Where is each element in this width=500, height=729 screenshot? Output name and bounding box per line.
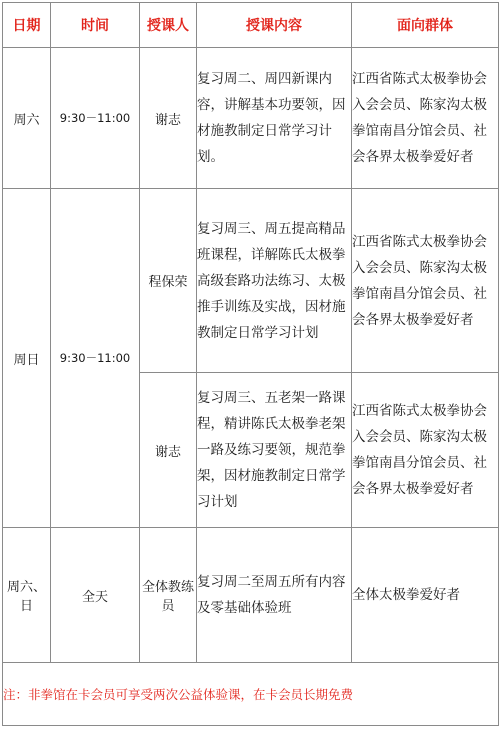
content-cell: 复习周三、周五提高精品班课程，详解陈氏太极拳高级套路功法练习、太极推手训练及实战，因材施教制定日常学习计划	[197, 189, 352, 373]
teacher-cell: 谢志	[140, 373, 197, 528]
content-cell: 复习周三、五老架一路课程，精讲陈氏太极拳老架一路及练习要领，规范拳架，因材施教制定日常学习计划	[197, 373, 352, 528]
time-cell: 全天	[51, 528, 140, 663]
table-row	[3, 528, 499, 663]
content-cell: 复习周二至周五所有内容及零基础体验班	[197, 528, 352, 663]
teacher-cell: 程保荣	[140, 189, 197, 373]
header-teacher: 授课人	[140, 3, 197, 48]
time-cell: 9:30－11:00	[51, 48, 140, 189]
day-cell: 周六、日	[3, 528, 51, 663]
content-cell: 复习周二、周四新课内容，讲解基本功要领，因材施教制定日常学习计划。	[197, 48, 352, 189]
audience-cell: 江西省陈式太极拳协会入会会员、陈家沟太极拳馆南昌分馆会员、社会各界太极拳爱好者	[352, 48, 499, 189]
schedule-wrapper	[2, 2, 499, 726]
header-content: 授课内容	[197, 3, 352, 48]
table-row	[3, 48, 499, 189]
header-row	[3, 3, 499, 48]
schedule-table	[2, 2, 499, 726]
header-time: 时间	[51, 3, 140, 48]
teacher-cell: 谢志	[140, 48, 197, 189]
audience-cell: 江西省陈式太极拳协会入会会员、陈家沟太极拳馆南昌分馆会员、社会各界太极拳爱好者	[352, 373, 499, 528]
day-cell: 周日	[3, 189, 51, 528]
teacher-cell: 全体教练员	[140, 528, 197, 663]
audience-cell: 江西省陈式太极拳协会入会会员、陈家沟太极拳馆南昌分馆会员、社会各界太极拳爱好者	[352, 189, 499, 373]
day-cell: 周六	[3, 48, 51, 189]
time-cell: 9:30－11:00	[51, 189, 140, 528]
audience-cell: 全体太极拳爱好者	[352, 528, 499, 663]
header-day: 日期	[3, 3, 51, 48]
table-row	[3, 189, 499, 373]
note-text: 注：非拳馆在卡会员可享受两次公益体验课，在卡会员长期免费	[3, 663, 499, 726]
note-row	[3, 663, 499, 726]
header-audience: 面向群体	[352, 3, 499, 48]
